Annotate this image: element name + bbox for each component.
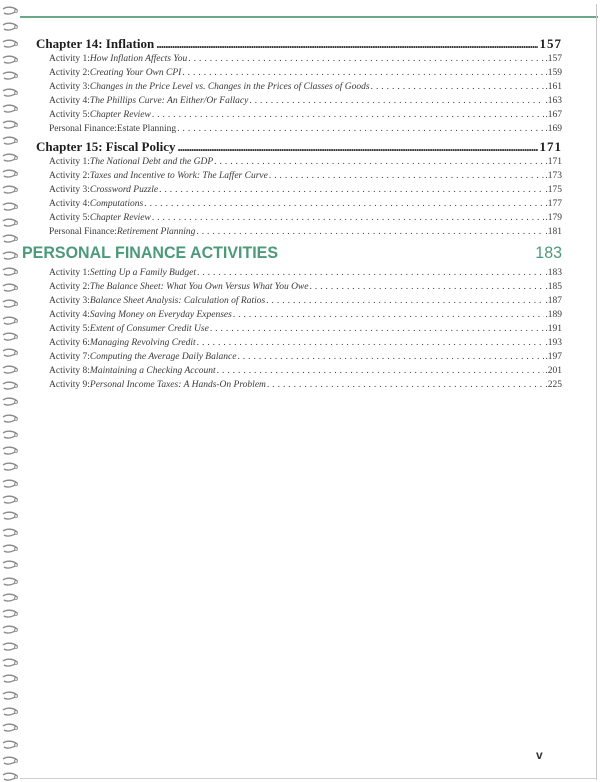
dot-leader [233,308,545,322]
spiral-coil-icon [2,740,18,750]
entry-prefix: Activity 2: [49,282,90,292]
dot-leader [152,108,545,122]
spiral-coil-icon [2,381,18,391]
entry-title: Retirement Planning [116,227,196,237]
page-edge-bottom [20,778,597,779]
spiral-coil-icon [2,414,18,424]
entry-title: Managing Revolving Credit [89,338,196,348]
spiral-coil-icon [2,332,18,342]
toc-entry [36,169,562,183]
toc-entry [36,197,562,211]
entry-page: .171 [545,157,562,167]
toc-entry [36,364,562,378]
dot-leader [310,280,545,294]
entry-page: .197 [545,352,562,362]
entry-title: Maintaining a Checking Account [89,366,216,376]
entry-page: .183 [545,268,562,278]
spiral-coil-icon [2,22,18,32]
spiral-coil-icon [2,446,18,456]
spiral-coil-icon [2,528,18,538]
entry-prefix: Activity 9: [49,380,90,390]
spiral-coil-icon [2,55,18,65]
dot-leader [197,336,545,350]
entry-prefix: Activity 7: [49,352,90,362]
entry-prefix: Activity 4: [49,96,90,106]
toc-chapters [36,33,562,239]
chapter-heading [36,138,562,155]
entry-page: .163 [545,96,562,106]
entry-title: Setting Up a Family Budget [89,268,196,278]
entry-prefix: Personal Finance: [49,124,117,134]
entry-page: .179 [545,213,562,223]
spiral-coil-icon [2,104,18,114]
entry-title: Taxes and Incentive to Work: The Laffer Curve [89,171,268,181]
entry-page: .175 [545,185,562,195]
entry-page: .181 [545,227,562,237]
entry-title: Chapter Review [89,110,151,120]
spiral-coil-icon [2,251,18,261]
toc-entry [36,308,562,322]
entry-title: Crossword Puzzle [89,185,159,195]
entry-page: .225 [545,380,562,390]
spiral-coil-icon [2,234,18,244]
entry-title: The National Debt and the GDP [89,157,214,167]
chapter-title: Chapter 14: Inflation [36,36,155,51]
dot-leader [177,122,544,136]
entry-prefix: Activity 1: [49,268,90,278]
spiral-coil-icon [2,511,18,521]
dot-leader [266,294,544,308]
page-edge-right [596,4,597,780]
spiral-coil-icon [2,299,18,309]
spiral-binding-icon [0,0,22,781]
entry-prefix: Activity 6: [49,338,90,348]
spiral-coil-icon [2,267,18,277]
spiral-coil-icon [2,560,18,570]
chapter-page: 171 [539,139,562,154]
spiral-coil-icon [2,316,18,326]
entry-page: .187 [545,296,562,306]
spiral-coil-icon [2,153,18,163]
entry-title: Changes in the Price Level vs. Changes in the Prices of Classes of Goods [89,82,370,92]
spiral-coil-icon [2,691,18,701]
spiral-coil-icon [2,120,18,130]
spiral-coil-icon [2,495,18,505]
spiral-coil-icon [2,577,18,587]
toc-entry [36,225,562,239]
spiral-coil-icon [2,674,18,684]
spiral-coil-icon [2,723,18,733]
entry-prefix: Activity 5: [49,110,90,120]
toc-entry [36,378,562,392]
entry-page: .189 [545,310,562,320]
dot-leader [269,169,545,183]
entry-page: .191 [545,324,562,334]
toc-entry [36,350,562,364]
entry-prefix: Activity 1: [49,157,90,167]
spiral-coil-icon [2,39,18,49]
dot-leader [144,197,544,211]
spiral-coil-icon [2,169,18,179]
dot-leader [371,80,545,94]
entry-title: Estate Planning [116,124,177,134]
toc-entry [36,122,562,136]
entry-prefix: Activity 1: [49,54,90,64]
spiral-coil-icon [2,397,18,407]
dot-leader [159,183,544,197]
top-rule [20,16,598,18]
dot-leader [237,350,544,364]
section-heading [22,245,562,264]
spiral-coil-icon [2,625,18,635]
entry-page: .185 [545,282,562,292]
spiral-coil-icon [2,593,18,603]
spiral-coil-icon [2,185,18,195]
dot-leader [214,155,544,169]
chapter-heading [36,35,562,52]
entry-title: Creating Your Own CPI [89,68,182,78]
entry-prefix: Activity 3: [49,82,90,92]
page-number: v [536,748,543,762]
spiral-coil-icon [2,283,18,293]
spiral-coil-icon [2,609,18,619]
entry-prefix: Activity 3: [49,185,90,195]
toc-entry [36,280,562,294]
dot-leader [188,52,544,66]
spiral-coil-icon [2,707,18,717]
chapter-page: 157 [539,36,562,51]
spiral-coil-icon [2,479,18,489]
spiral-coil-icon [2,88,18,98]
dot-leader [152,211,545,225]
toc-entry [36,155,562,169]
toc-entry [36,336,562,350]
toc-entry [36,266,562,280]
entry-page: .177 [545,199,562,209]
dot-leader [182,66,544,80]
entry-title: Balance Sheet Analysis: Calculation of Ratios [89,296,266,306]
spiral-coil-icon [2,756,18,766]
spiral-coil-icon [2,6,18,16]
toc-entry [36,322,562,336]
spiral-coil-icon [2,365,18,375]
entry-prefix: Activity 2: [49,68,90,78]
entry-page: .159 [545,68,562,78]
spiral-coil-icon [2,658,18,668]
dot-leader [197,266,544,280]
toc-entry [36,108,562,122]
section-page: 183 [535,244,562,263]
entry-prefix: Activity 2: [49,171,90,181]
toc-entry [36,80,562,94]
entry-title: How Inflation Affects You [89,54,188,64]
spiral-coil-icon [2,544,18,554]
entry-page: .193 [545,338,562,348]
spiral-coil-icon [2,430,18,440]
dot-leader [156,35,537,52]
spiral-coil-icon [2,218,18,228]
spiral-coil-icon [2,71,18,81]
dot-leader [249,94,544,108]
entry-page: .167 [545,110,562,120]
dot-leader [210,322,545,336]
entry-prefix: Personal Finance: [49,227,117,237]
entry-title: Saving Money on Everyday Expenses [89,310,232,320]
chapter-title: Chapter 15: Fiscal Policy [36,139,176,154]
toc-entry [36,183,562,197]
entry-title: The Balance Sheet: What You Own Versus What You Owe [89,282,309,292]
entry-title: Computations [89,199,144,209]
entry-page: .169 [545,124,562,134]
dot-leader [196,225,544,239]
spiral-coil-icon [2,136,18,146]
toc-entry [36,52,562,66]
dot-leader [217,364,545,378]
entry-title: Computing the Average Daily Balance [89,352,237,362]
toc-section-entries [36,266,562,392]
dot-leader [178,138,538,155]
toc-entry [36,294,562,308]
spiral-coil-icon [2,202,18,212]
toc-entry [36,66,562,80]
entry-prefix: Activity 3: [49,296,90,306]
toc-entry [36,94,562,108]
entry-page: .201 [545,366,562,376]
entry-title: Personal Income Taxes: A Hands-On Problem [89,380,266,390]
entry-title: Extent of Consumer Credit Use [89,324,209,334]
entry-title: Chapter Review [89,213,151,223]
entry-prefix: Activity 4: [49,199,90,209]
toc-entry [36,211,562,225]
entry-prefix: Activity 4: [49,310,90,320]
section-title: PERSONAL FINANCE ACTIVITIES [22,244,279,263]
spiral-coil-icon [2,462,18,472]
entry-page: .173 [545,171,562,181]
entry-page: .157 [545,54,562,64]
dot-leader [267,378,544,392]
entry-prefix: Activity 5: [49,213,90,223]
entry-prefix: Activity 8: [49,366,90,376]
spiral-coil-icon [2,642,18,652]
entry-page: .161 [545,82,562,92]
spiral-coil-icon [2,348,18,358]
entry-prefix: Activity 5: [49,324,90,334]
entry-title: The Phillips Curve: An Either/Or Fallacy [89,96,249,106]
